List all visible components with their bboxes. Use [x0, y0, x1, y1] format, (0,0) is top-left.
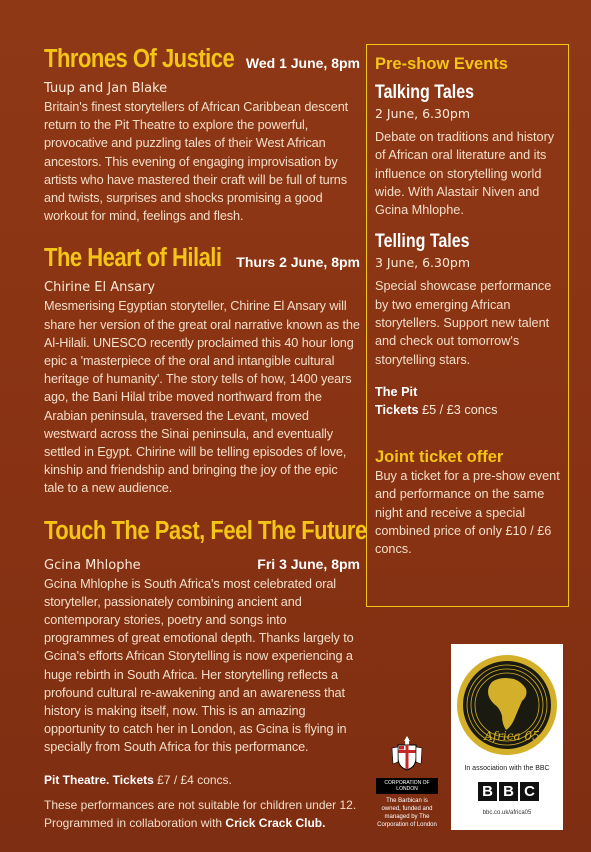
event-artist: Tuup and Jan Blake: [44, 81, 168, 96]
africa05-sun-icon: [456, 654, 558, 756]
event-artist: Chirine El Ansary: [44, 280, 156, 296]
pre-show-title: Telling Tales: [375, 231, 470, 253]
pre-show-sidebar: [366, 44, 569, 607]
pre-show-title: Talking Tales: [375, 82, 474, 103]
pre-show-telling-tales: [375, 219, 568, 368]
event-date: Wed 1 June, 8pm: [245, 55, 360, 71]
event-artist: Gcina Mhlophe: [44, 557, 141, 573]
pit-tickets-label: Pit Theatre. Tickets: [44, 772, 154, 787]
city-crest-icon: [390, 734, 424, 772]
bbc-letter: C: [520, 782, 539, 801]
event-title: Touch The Past, Feel The Future: [44, 514, 367, 545]
pre-show-description: Special showcase performance by two emerging African storytellers. Support new talent and check out tomorrow's storytelling stars.: [375, 279, 552, 367]
bbc-url: bbc.co.uk/africa05: [482, 810, 532, 816]
event-title: Thrones Of Justice: [44, 43, 235, 73]
event-title: The Heart of Hilali: [44, 242, 222, 273]
joint-offer-description: Buy a ticket for a pre-show event and performance on the same night and receive a special combined price of only £10 / £6 concs.: [375, 468, 560, 557]
tickets-price: £5 / £3 concs: [418, 402, 498, 417]
event-description: Gcina Mhlophe is South Africa's most celebrated oral storyteller, passionately combining ancient and contemporary stories, poetry and songs into programmes of great emotional depth. Thanks largely to Gcina's efforts African Storytelling is now experiencing a huge rebirth in South Africa. Her storytelling reflects a profound cultural re-awakening and an awareness that history is making itself, now. This is an amazing opportunity to catch her in London, as Gcina is flying in specially from South Africa for this performance.: [44, 576, 354, 755]
bbc-logo: [478, 782, 539, 801]
main-events: [44, 43, 367, 832]
pre-show-description: Debate on traditions and history of African oral literature and its influence on storytelling world wide. With Alastair Niven and Gcina Mhlophe.: [375, 130, 555, 218]
pre-show-talking-tales: [375, 74, 568, 219]
event-heart-of-hilali: [44, 242, 360, 497]
pit-tickets-price: £7 / £4 concs.: [153, 772, 232, 787]
collaboration-partner: Crick Crack Club.: [225, 815, 326, 830]
corporation-of-london-logo: [376, 734, 438, 829]
venue-label: The Pit: [375, 384, 418, 399]
city-note: The Barbican is owned, funded and managed by The Corporation of London: [377, 798, 437, 828]
pit-tickets-line: [44, 771, 360, 789]
event-date: Thurs 2 June, 8pm: [236, 254, 360, 271]
collaboration-prefix: Programmed in collaboration with: [44, 815, 226, 830]
africa05-logo-text: Africa 05: [484, 729, 540, 743]
age-note: These performances are not suitable for children under 12.: [44, 797, 357, 812]
pre-show-date: 3 June, 6.30pm: [375, 255, 471, 271]
event-thrones-of-justice: [44, 43, 360, 225]
partner-panel: [451, 644, 563, 830]
tickets-label: Tickets: [375, 402, 419, 417]
association-text: In association with the BBC: [464, 765, 550, 772]
event-date: Fri 3 June, 8pm: [257, 555, 360, 572]
event-description: Mesmerising Egyptian storyteller, Chirine El Ansary will share her version of the great oral narrative known as the Al-Hilali. UNESCO recently proclaimed this 40 hour long epic a 'masterpiece of the oral and intangible cultural heritage of humanity'. The story tells of how, 1400 years ago, the Bani Hilal tribe moved northward from the Arabian peninsula, traversed the Levant, moved westward across the Sinai peninsula, and eventually settled in Egypt. Chirine will be telling episodes of love, kinship and friendship and bringing the joy of the epic tale to a new audience.: [44, 299, 360, 496]
bbc-letter: B: [499, 782, 518, 801]
event-description: Britain's finest storytellers of African Caribbean descent return to the Pit Theatre to explore the powerful, provocative and puzzling tales of their West African ancestors. This evening of engaging improvisation by artists who have mastered their craft will be full of turns and twists, surprises and shocks promising a good workout for mind, feelings and flesh.: [44, 100, 349, 224]
bbc-letter: B: [478, 782, 497, 801]
event-touch-the-past: [44, 514, 367, 757]
sidebar-heading: Pre-show Events: [375, 55, 508, 73]
pit-ticket-info: [375, 383, 568, 419]
joint-offer-title: Joint ticket offer: [375, 447, 504, 466]
pre-show-date: 2 June, 6.30pm: [375, 106, 471, 121]
city-label: CORPORATION OF LONDON: [376, 778, 438, 794]
africa05-logo: [456, 654, 558, 756]
collaboration-note: [44, 814, 360, 832]
ticket-info: [44, 771, 360, 832]
